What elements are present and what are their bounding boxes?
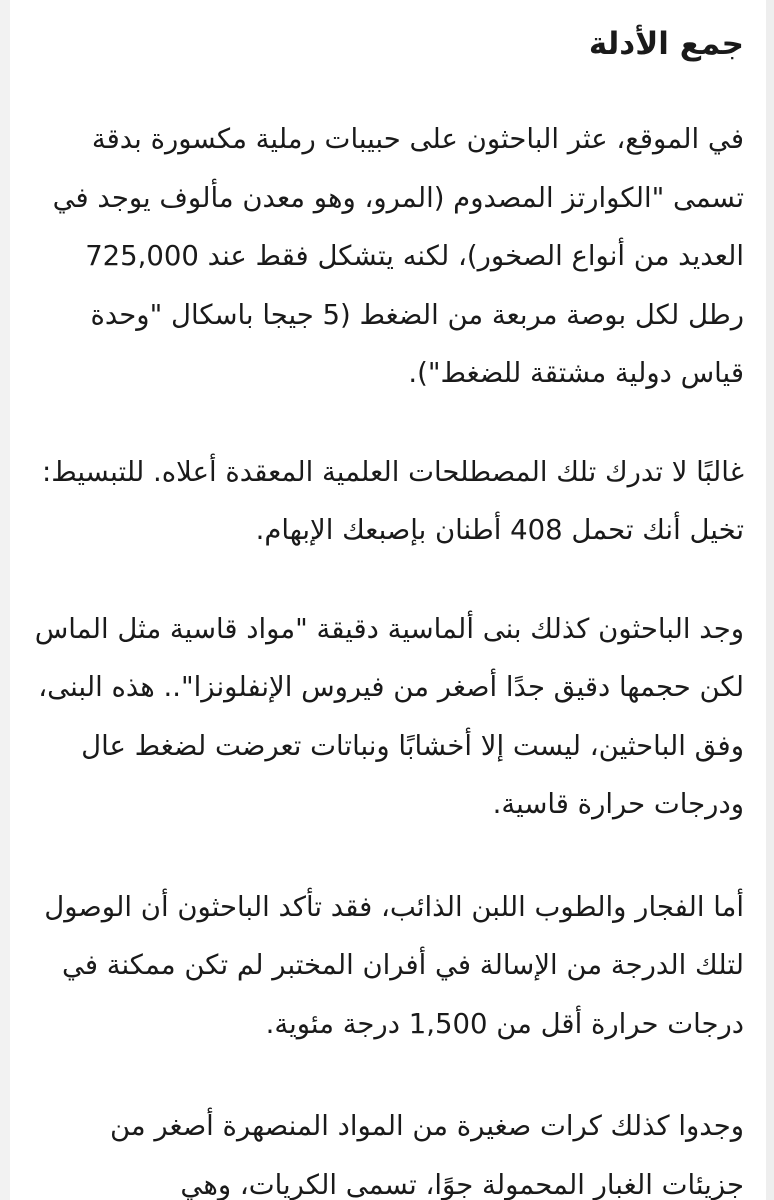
paragraph-diamond-structures: وجد الباحثون كذلك بنى ألماسية دقيقة "مواد قاسية مثل الماس لكن حجمها دقيق جدًا أصغر من فيروس الإنفلونزا".. هذه البنى، وفق الباحثين، ليست إلا أخشابًا ونباتات تعرضت لضغط عال ودرجات حرارة قاسية. — [34, 612, 744, 820]
right-margin-strip — [766, 0, 774, 1200]
section-heading: جمع الأدلة — [588, 26, 744, 62]
paragraph-shocked-quartz: في الموقع، عثر الباحثون على حبيبات رملية مكسورة بدقة تسمى "الكوارتز المصدوم (المرو، وهو معدن مألوف يوجد في العديد من أنواع الصخور)، لكنه يتشكل فقط عند 725,000 رطل لكل بوصة مربعة من الضغط (5 جيجا باسكال "وحدة قياس دولية مشتقة للضغط"). — [52, 123, 744, 389]
paragraph-melted-pottery: أما الفجار والطوب اللبن الذائب، فقد تأكد الباحثون أن الوصول لتلك الدرجة من الإسالة في أفران المختبر لم تكن ممكنة في درجات حرارة أقل من 1,500 درجة مئوية. — [44, 890, 744, 1040]
paragraph-spherules: وجدوا كذلك كرات صغيرة من المواد المنصهرة أصغر من جزيئات الغبار المحمولة جوًا، تسمى الكريات، وهي — [109, 1110, 744, 1200]
article-body — [22, 0, 744, 1200]
left-margin-strip — [0, 0, 10, 1200]
paragraph-simplification: غالبًا لا تدرك تلك المصطلحات العلمية المعقدة أعلاه. للتبسيط: تخيل أنك تحمل 408 أطنان بإصبعك الإبهام. — [41, 455, 744, 546]
